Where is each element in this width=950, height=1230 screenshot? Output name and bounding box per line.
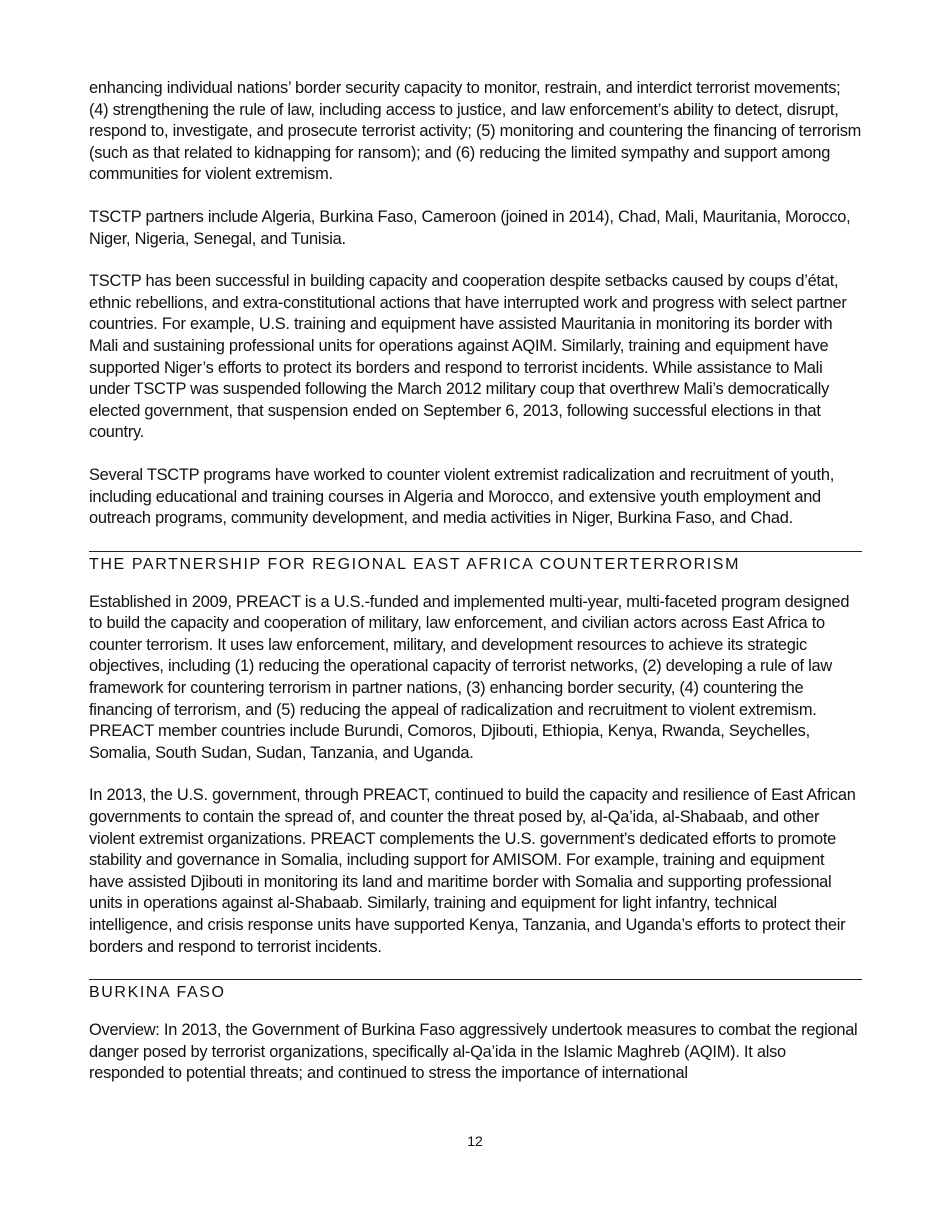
paragraph-tsctp-partners: TSCTP partners include Algeria, Burkina Faso, Cameroon (joined in 2014), Chad, Mali, Mauritania, Morocco, Niger, Nigeria, Senegal, and Tunisia. xyxy=(89,207,851,248)
paragraph-tsctp-objectives: enhancing individual nations’ border security capacity to monitor, restrain, and interdict terrorist movements; (4) strengthening the rule of law, including access to justice, and law enforcement’s ability to detect, disrupt, respond to, investigate, and prosecute terrorist activity; (5) monitoring and countering the financing of terrorism (such as that related to kidnapping for ransom); and (6) reducing the limited sympathy and support among communities for violent extremism. xyxy=(89,79,862,184)
paragraph-tsctp-youth-programs: Several TSCTP programs have worked to counter violent extremist radicalization and recruitment of youth, including educational and training courses in Algeria and Morocco, and extensive youth employment and outreach programs, community development, and media activities in Niger, Burkina Faso, and Chad. xyxy=(89,465,835,528)
paragraph-burkina-overview: Overview: In 2013, the Government of Burkina Faso aggressively undertook measures to combat the regional danger posed by terrorist organizations, specifically al-Qa’ida in the Islamic Maghreb (AQIM). It also responded to potential threats; and continued to stress the importance of international xyxy=(89,1021,858,1083)
paragraph-preact-overview: Established in 2009, PREACT is a U.S.-funded and implemented multi-year, multi-faceted program designed to build the capacity and cooperation of military, law enforcement, and civilian actors across East Africa to counter terrorism. It uses law enforcement, military, and development resources to achieve its strategic objectives, including (1) reducing the operational capacity of terrorist networks, (2) developing a rule of law framework for countering terrorism in partner nations, (3) enhancing border security, (4) countering the financing of terrorism, and (5) reducing the appeal of radicalization and recruitment to violent extremism. PREACT member countries include Burundi, Comoros, Djibouti, Ethiopia, Kenya, Rwanda, Seychelles, Somalia, South Sudan, Sudan, Tanzania, and Uganda. xyxy=(89,592,850,762)
page-number: 12 xyxy=(467,1133,483,1149)
section-heading-burkina-faso: BURKINA FASO xyxy=(89,979,862,1003)
section-heading-preact: THE PARTNERSHIP FOR REGIONAL EAST AFRICA COUNTERTERRORISM xyxy=(89,551,862,575)
paragraph-preact-2013: In 2013, the U.S. government, through PREACT, continued to build the capacity and resilience of East African governments to contain the spread of, and counter the threat posed by, al-Qa’ida, al-Shabaab, and other violent extremist organizations. PREACT complements the U.S. government’s dedicated efforts to promote stability and governance in Somalia, including support for AMISOM. For example, training and equipment have assisted Djibouti in monitoring its land and maritime border with Somalia and supporting professional units in operations against al-Shabaab. Similarly, training and equipment for light infantry, technical intelligence, and crisis response units have supported Kenya, Tanzania, and Uganda’s efforts to protect their borders and respond to terrorist incidents. xyxy=(89,786,856,956)
paragraph-tsctp-success: TSCTP has been successful in building capacity and cooperation despite setbacks caused by coups d’état, ethnic rebellions, and extra-constitutional actions that have interrupted work and progress with select partner countries. For example, U.S. training and equipment have assisted Mauritania in monitoring its border with Mali and sustaining professional units for operations against AQIM. Similarly, training and equipment have supported Niger’s efforts to protect its borders and respond to terrorist incidents. While assistance to Mali under TSCTP was suspended following the March 2012 military coup that overthrew Mali’s democratically elected government, that suspension ended on September 6, 2013, following successful elections in that country. xyxy=(89,272,847,442)
document-page xyxy=(89,78,862,1106)
